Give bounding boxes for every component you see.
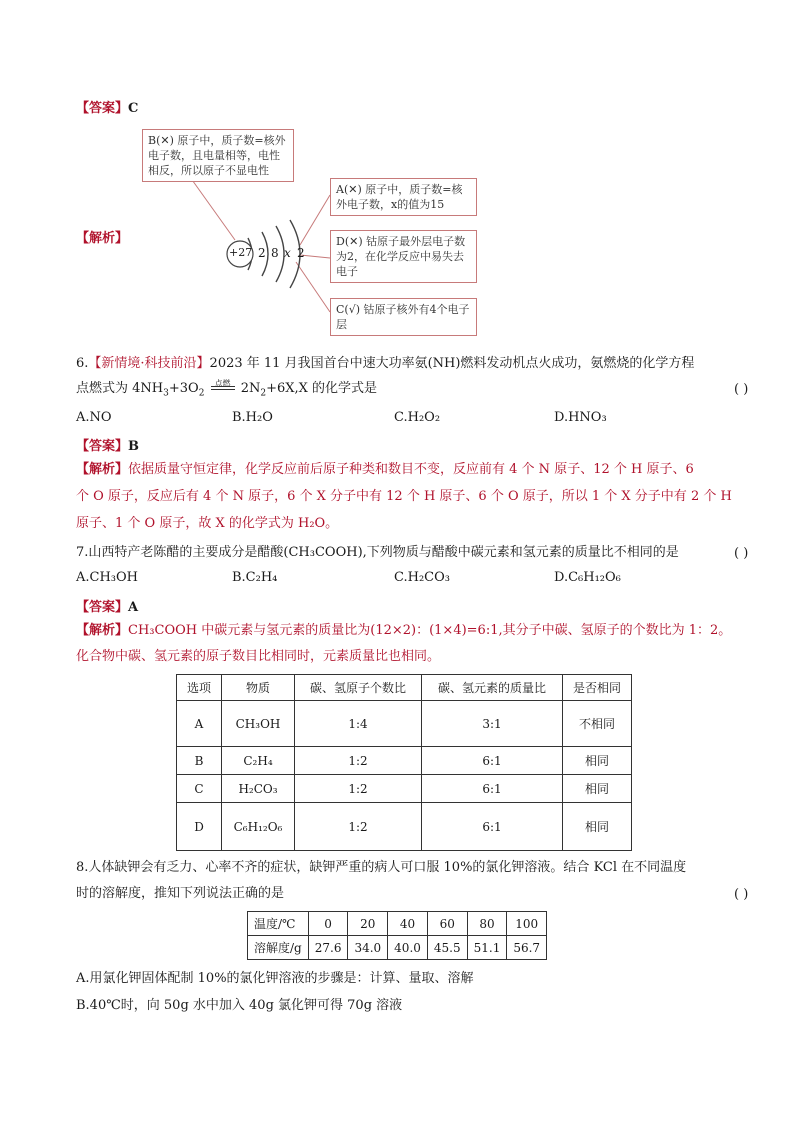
- stem-text: 2023 年 11 月我国首台中速大功率氨(NH)燃料发动机点火成功，氨燃烧的化学方程: [209, 356, 695, 371]
- table-cell: 40.0: [388, 936, 428, 960]
- table-row: [177, 803, 632, 851]
- nucleus-label: +27: [229, 246, 253, 259]
- table-cell: 56.7: [507, 936, 547, 960]
- shell-2: 8: [271, 246, 279, 260]
- condition-label: 点燃: [214, 379, 231, 388]
- question-number: 6.: [76, 356, 89, 371]
- table-cell: 40: [388, 912, 428, 936]
- q6-analysis-line-1: [76, 461, 694, 479]
- answer-tag: 【答案】: [76, 600, 129, 615]
- answer-tag: 【答案】: [76, 101, 129, 116]
- q5-analysis-tag: [76, 227, 128, 246]
- table-row: [177, 747, 632, 775]
- q6-answer-paren: ( ): [734, 382, 749, 397]
- table-cell: 相同: [563, 803, 632, 851]
- eq-part: 点燃式为 4NH: [76, 381, 164, 396]
- q6-stem-line-2: 点燃式为 $4NH_3+3O_2$ 点燃 $2N_2+6X,X$ 的化学式是: [76, 380, 377, 403]
- shell-4: 2: [297, 246, 305, 260]
- q7-stem: 7.山西特产老陈醋的主要成分是醋酸(CH₃COOH),下列物质与醋酸中碳元素和氢元素的质量比不相同的是: [76, 545, 679, 560]
- q7-analysis-line-2: 化合物中碳、氢元素的原子数目比相同时，元素质量比也相同。: [76, 649, 441, 664]
- q7-comparison-table: [176, 674, 632, 851]
- table-cell: A: [177, 701, 222, 747]
- table-cell: 6:1: [422, 803, 563, 851]
- q8-solubility-table: [247, 911, 547, 960]
- table-header: 物质: [222, 675, 295, 701]
- q6-stem-line-1: [76, 355, 694, 373]
- answer-value: A: [128, 600, 139, 615]
- analysis-tag: 【解析】: [76, 231, 129, 246]
- table-cell: 6:1: [422, 747, 563, 775]
- table-row-label: 溶解度/g: [248, 936, 309, 960]
- atom-structure-diagram: [0, 0, 794, 350]
- table-cell: C: [177, 775, 222, 803]
- table-cell: 100: [507, 912, 547, 936]
- table-cell: 80: [467, 912, 507, 936]
- table-cell: 20: [348, 912, 388, 936]
- q7-analysis-line-1: [76, 622, 731, 640]
- analysis-tag: 【解析】: [76, 462, 129, 477]
- q6-option-b: B.H₂O: [232, 410, 273, 425]
- table-cell: C₆H₁₂O₆: [222, 803, 295, 851]
- q7-option-a: A.CH₃OH: [76, 570, 139, 585]
- table-row: [248, 912, 547, 936]
- box-option-a: A(✕) 原子中，质子数=核外电子数，x的值为15: [330, 178, 477, 216]
- table-cell: D: [177, 803, 222, 851]
- table-header: 碳、氢原子个数比: [295, 675, 422, 701]
- table-cell: 45.5: [427, 936, 467, 960]
- table-cell: 60: [427, 912, 467, 936]
- q6-analysis-line-2: 个 O 原子，反应后有 4 个 N 原子，6 个 X 分子中有 12 个 H 原子、6 个 O 原子，所以 1 个 X 分子中有 2 个 H: [76, 489, 732, 504]
- analysis-text: CH₃COOH 中碳元素与氢元素的质量比为(12×2)：(1×4)=6:1,其分子中碳、氢原子的个数比为 1：2。: [128, 623, 732, 638]
- q6-analysis-line-3: 原子、1 个 O 原子，故 X 的化学式为 H₂O。: [76, 516, 339, 531]
- q7-option-d: D.C₆H₁₂O₆: [554, 570, 621, 585]
- shell-3: x: [284, 246, 291, 260]
- table-row-label: 温度/℃: [248, 912, 309, 936]
- table-cell: 34.0: [348, 936, 388, 960]
- shell-1: 2: [258, 246, 266, 260]
- table-cell: 3:1: [422, 701, 563, 747]
- box-option-d: D(✕) 钴原子最外层电子数为2，在化学反应中易失去电子: [330, 230, 477, 283]
- table-row: [248, 936, 547, 960]
- eq-part: +6X,X 的化学式是: [266, 381, 378, 396]
- q8-option-b: B.40℃时，向 50g 水中加入 40g 氯化钾可得 70g 溶液: [76, 998, 403, 1013]
- box-option-c: C(√) 钴原子核外有4个电子层: [330, 298, 477, 336]
- table-header: 是否相同: [563, 675, 632, 701]
- box-option-b: B(✕) 原子中，质子数=核外电子数，且电量相等，电性相反，所以原子不显电性: [142, 129, 294, 182]
- analysis-text: 依据质量守恒定律，化学反应前后原子种类和数目不变，反应前有 4 个 N 原子、12 个 H 原子、6: [128, 462, 694, 477]
- q8-option-a: A.用氯化钾固体配制 10%的氯化钾溶液的步骤是：计算、量取、溶解: [76, 971, 474, 986]
- table-cell: 相同: [563, 747, 632, 775]
- answer-value: B: [128, 439, 140, 454]
- table-cell: 不相同: [563, 701, 632, 747]
- table-header: 选项: [177, 675, 222, 701]
- table-cell: 0: [308, 912, 348, 936]
- q6-answer: [76, 435, 139, 454]
- q7-option-b: B.C₂H₄: [232, 570, 278, 585]
- q6-option-c: C.H₂O₂: [394, 410, 441, 425]
- table-header-row: [177, 675, 632, 701]
- answer-value: C: [128, 101, 139, 116]
- table-cell: 51.1: [467, 936, 507, 960]
- table-cell: 1:2: [295, 803, 422, 851]
- analysis-tag: 【解析】: [76, 623, 129, 638]
- table-cell: B: [177, 747, 222, 775]
- table-row: [177, 701, 632, 747]
- table-header: 碳、氢元素的质量比: [422, 675, 563, 701]
- table-cell: 相同: [563, 775, 632, 803]
- table-cell: 1:2: [295, 747, 422, 775]
- table-cell: 27.6: [308, 936, 348, 960]
- answer-tag: 【答案】: [76, 439, 129, 454]
- table-cell: C₂H₄: [222, 747, 295, 775]
- q7-answer: [76, 596, 138, 615]
- table-cell: CH₃OH: [222, 701, 295, 747]
- q8-stem-line-2: 时的溶解度，推知下列说法正确的是: [76, 886, 285, 901]
- table-cell: 1:4: [295, 701, 422, 747]
- q8-stem-line-1: 8.人体缺钾会有乏力、心率不齐的症状，缺钾严重的病人可口服 10%的氯化钾溶液。结合 KCl 在不同温度: [76, 860, 687, 875]
- eq-part: +3O: [168, 381, 199, 396]
- reaction-condition: [209, 375, 237, 393]
- q7-answer-paren: ( ): [734, 546, 749, 561]
- q6-option-a: A.NO: [76, 410, 112, 425]
- eq-part: 2N: [236, 381, 261, 396]
- q8-answer-paren: ( ): [734, 887, 749, 902]
- question-tag: 【新情境·科技前沿】: [88, 356, 210, 371]
- table-row: [177, 775, 632, 803]
- q7-option-c: C.H₂CO₃: [394, 570, 450, 585]
- q6-option-d: D.HNO₃: [554, 410, 607, 425]
- table-cell: H₂CO₃: [222, 775, 295, 803]
- table-cell: 6:1: [422, 775, 563, 803]
- table-cell: 1:2: [295, 775, 422, 803]
